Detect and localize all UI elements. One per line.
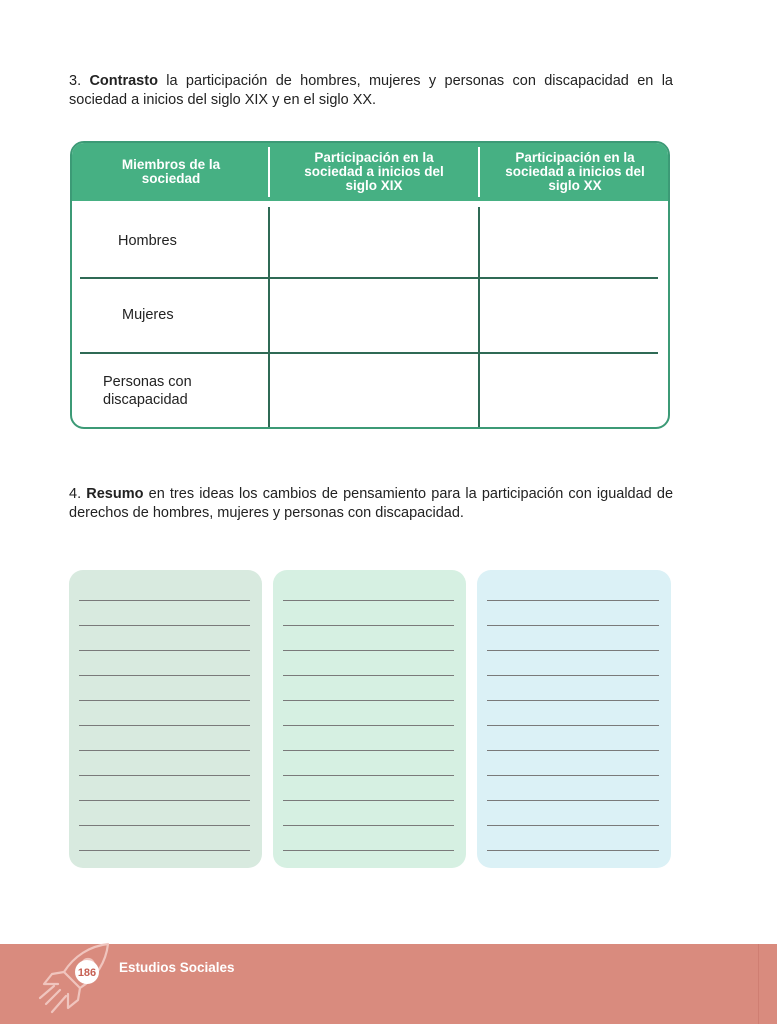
header-xix-line-1: Participación en la (314, 150, 434, 165)
writing-line[interactable] (79, 750, 250, 751)
header-xx-line-3: siglo XX (548, 178, 602, 193)
answer-cell[interactable] (480, 203, 670, 277)
writing-line[interactable] (487, 600, 659, 601)
header-members-line-2: sociedad (141, 171, 201, 186)
writing-line[interactable] (79, 650, 250, 651)
writing-line[interactable] (487, 800, 659, 801)
row-label-disability-line-1: Personas con (103, 374, 192, 390)
writing-line[interactable] (487, 825, 659, 826)
answer-cell[interactable] (270, 354, 476, 428)
header-xix-line-3: siglo XIX (345, 178, 403, 193)
header-members (72, 143, 270, 201)
writing-line[interactable] (487, 725, 659, 726)
writing-line[interactable] (79, 725, 250, 726)
row-label-disability-line-2: discapacidad (103, 392, 188, 408)
writing-line[interactable] (79, 600, 250, 601)
writing-line[interactable] (283, 700, 454, 701)
writing-line[interactable] (283, 750, 454, 751)
writing-line[interactable] (283, 625, 454, 626)
question-3-verb: Contrasto (89, 73, 158, 89)
comparison-table (70, 141, 670, 429)
writing-line[interactable] (79, 825, 250, 826)
page-number: 186 (77, 967, 97, 979)
writing-line[interactable] (487, 750, 659, 751)
row-label-disability (103, 373, 192, 409)
question-3-text: la participación de hombres, mujeres y personas con discapacidad en la sociedad a inicios del siglo XIX y en el siglo XX. (69, 73, 673, 108)
writing-line[interactable] (487, 850, 659, 851)
writing-panel-1[interactable] (69, 570, 262, 868)
writing-line[interactable] (283, 725, 454, 726)
header-xix (270, 143, 478, 201)
header-divider (478, 147, 480, 197)
writing-line[interactable] (487, 625, 659, 626)
header-xx-line-1: Participación en la (515, 150, 635, 165)
row-label-women: Mujeres (122, 307, 174, 323)
question-3-number: 3. (69, 73, 82, 89)
row-label-men: Hombres (118, 233, 177, 249)
header-xix-line-2: sociedad a inicios del (304, 164, 444, 179)
header-xx-line-2: sociedad a inicios del (505, 164, 645, 179)
writing-line[interactable] (79, 800, 250, 801)
question-4-verb: Resumo (86, 486, 144, 502)
footer-edge-strip (758, 944, 777, 1024)
writing-line[interactable] (283, 600, 454, 601)
header-divider (268, 147, 270, 197)
writing-line[interactable] (487, 650, 659, 651)
writing-line[interactable] (283, 800, 454, 801)
header-members-line-1: Miembros de la (121, 157, 221, 172)
header-xx (478, 143, 670, 201)
writing-line[interactable] (79, 675, 250, 676)
answer-cell[interactable] (480, 279, 670, 352)
writing-line[interactable] (283, 825, 454, 826)
writing-line[interactable] (283, 650, 454, 651)
writing-line[interactable] (487, 675, 659, 676)
writing-line[interactable] (79, 850, 250, 851)
writing-panel-2[interactable] (273, 570, 466, 868)
question-4-number: 4. (69, 486, 82, 502)
writing-line[interactable] (79, 775, 250, 776)
question-4-instruction (69, 485, 673, 523)
answer-cell[interactable] (270, 203, 476, 277)
writing-line[interactable] (487, 775, 659, 776)
answer-cell[interactable] (480, 354, 670, 428)
writing-line[interactable] (79, 700, 250, 701)
writing-line[interactable] (283, 675, 454, 676)
writing-panel-3[interactable] (477, 570, 671, 868)
writing-line[interactable] (283, 850, 454, 851)
writing-line[interactable] (79, 625, 250, 626)
question-4-text: en tres ideas los cambios de pensamiento para la participación con igualdad de derechos de hombres, mujeres y personas con discapacidad. (69, 486, 674, 521)
answer-cell[interactable] (270, 279, 476, 352)
question-3-instruction (69, 72, 673, 110)
writing-line[interactable] (487, 700, 659, 701)
footer-subject: Estudios Sociales (119, 960, 235, 975)
writing-line[interactable] (283, 775, 454, 776)
